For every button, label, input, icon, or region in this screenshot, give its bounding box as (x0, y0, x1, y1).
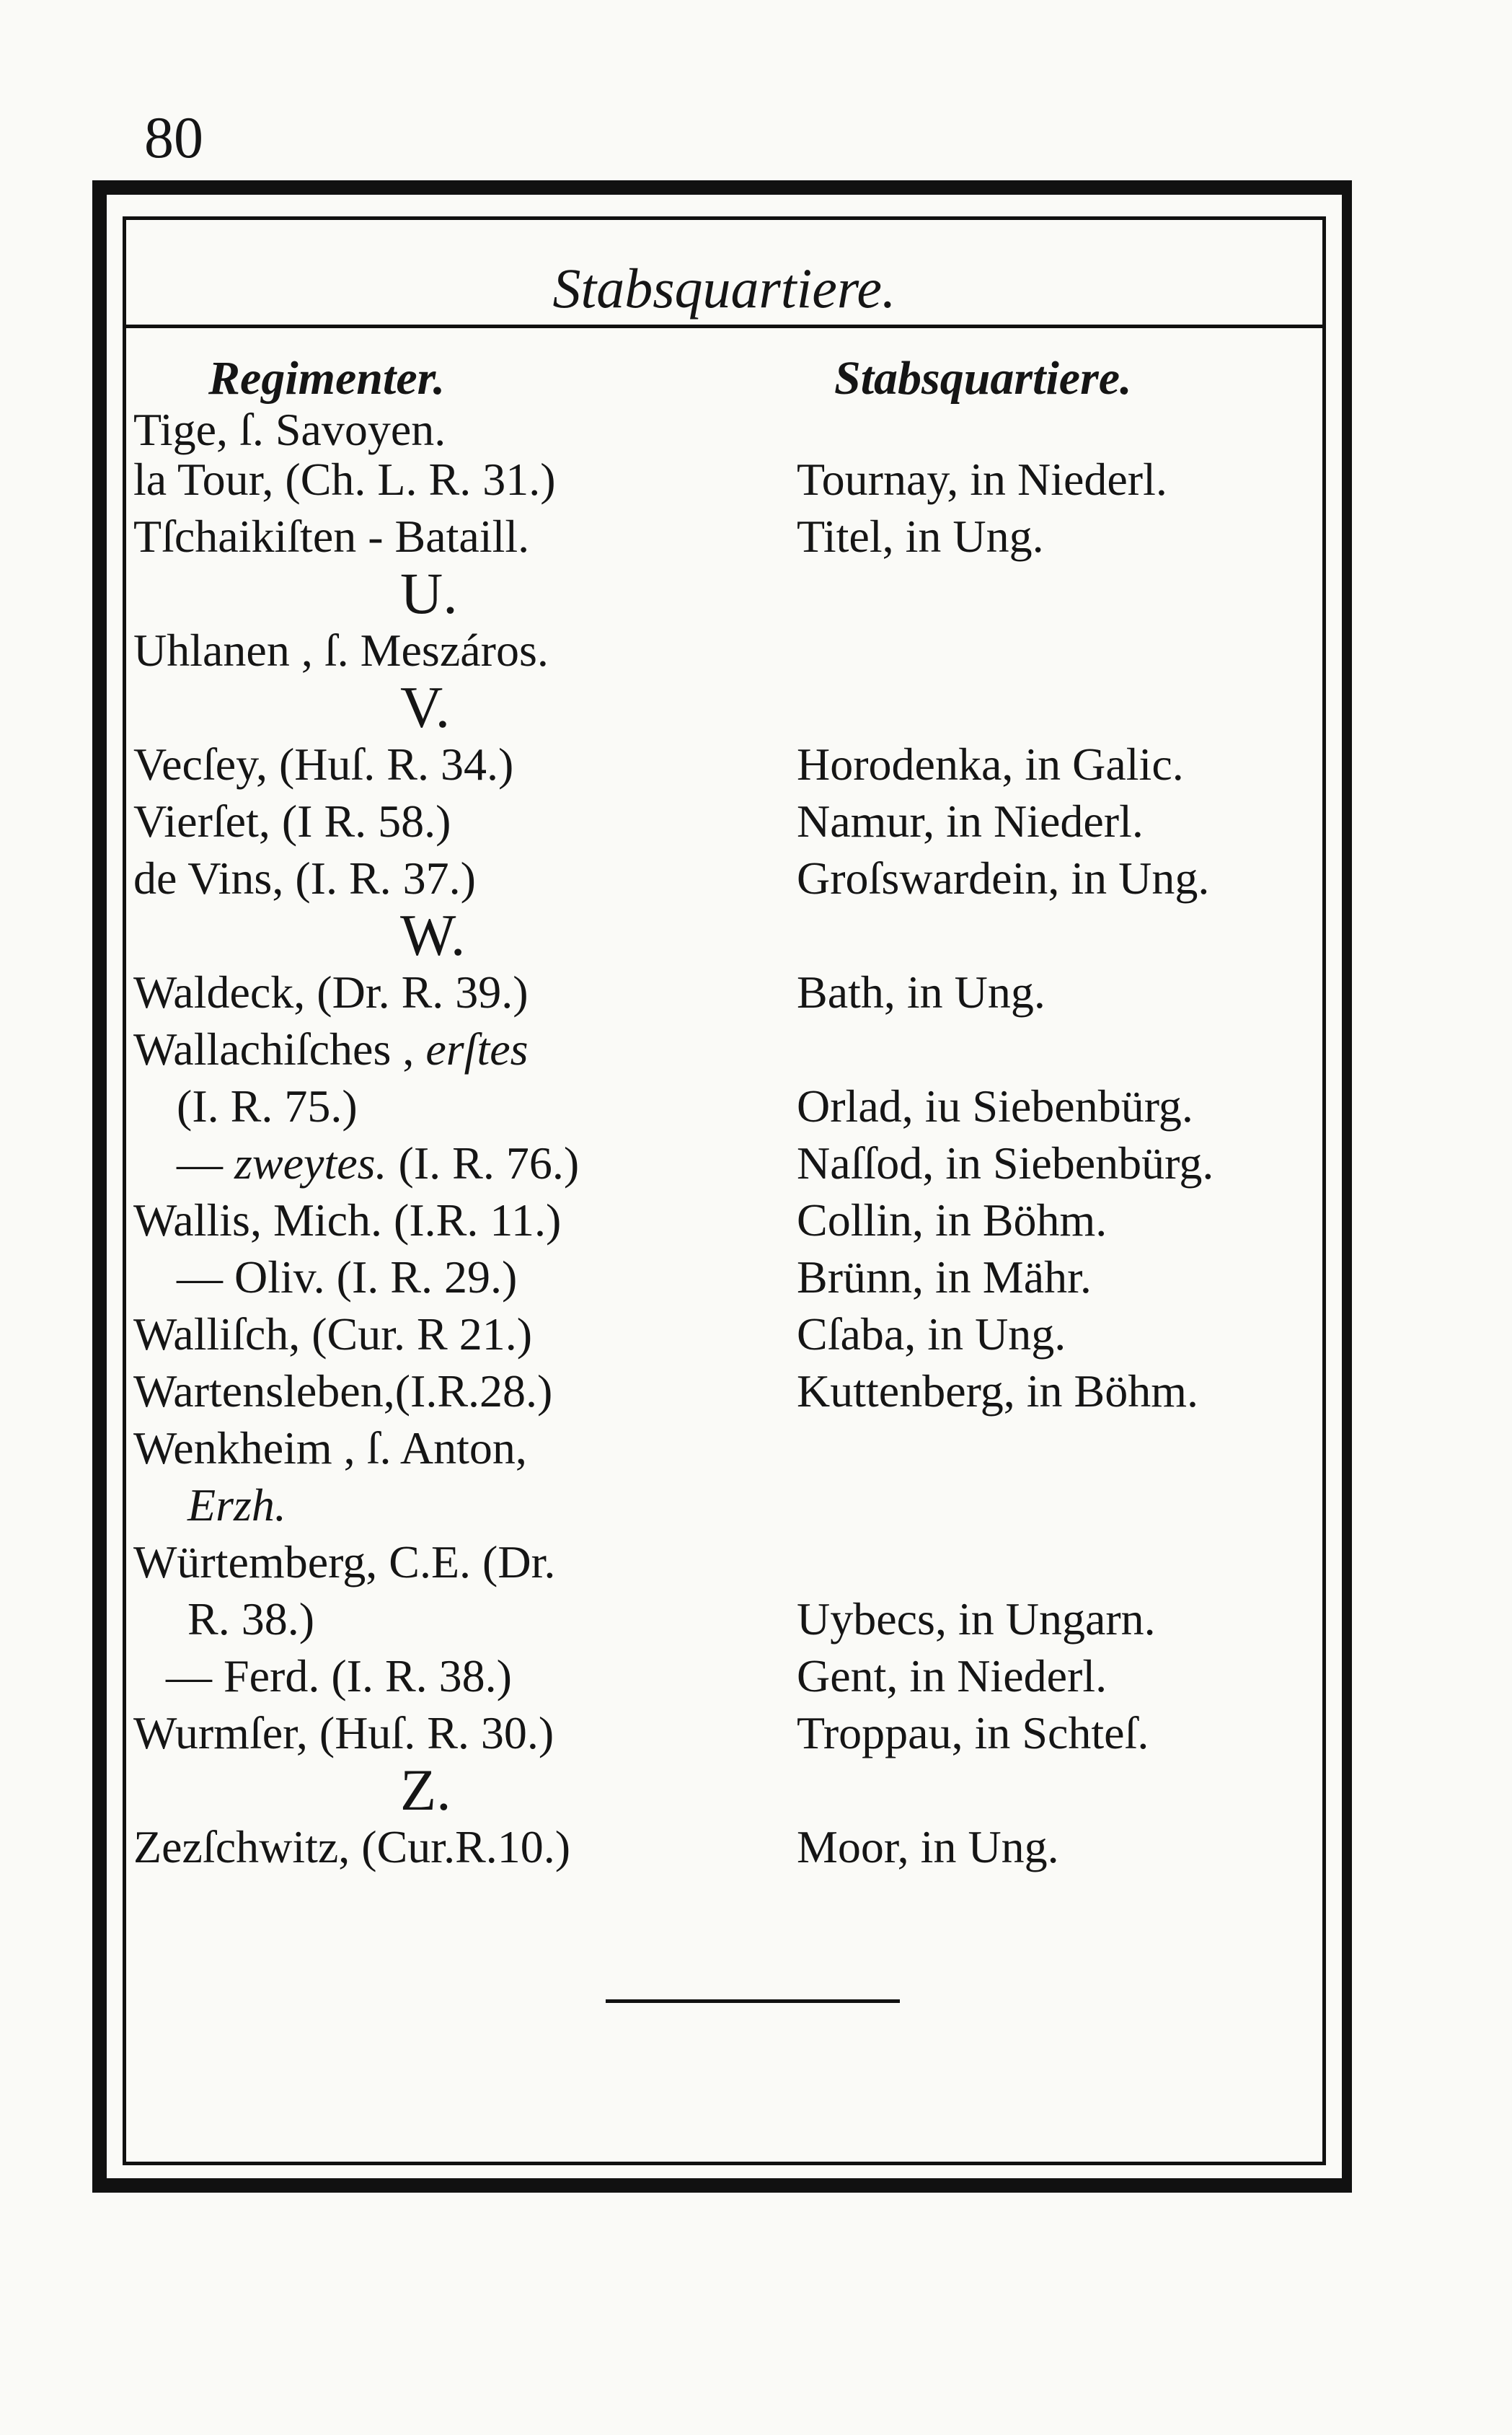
closing-rule (606, 1999, 900, 2003)
regiment-name: la Tour, (Ch. L. R. 31.) (133, 454, 556, 505)
quarter-location: Horodenka, in Galic. (797, 739, 1184, 790)
regiment-name: Vierſet, (I R. 58.) (133, 796, 451, 847)
table-row (126, 1419, 1322, 1476)
section-letter: Z. (400, 1757, 451, 1823)
table-row (126, 622, 1322, 679)
regiment-name: Walliſch, (Cur. R 21.) (133, 1308, 532, 1360)
regiment-title-abbrev: Erzh. (187, 1479, 286, 1531)
table-row (126, 1078, 1322, 1135)
regiment-name: R. 38.) (187, 1593, 314, 1644)
quarter-location: Cſaba, in Ung. (797, 1308, 1066, 1360)
regiment-name: — Oliv. (I. R. 29.) (177, 1251, 518, 1303)
quarter-location: Bath, in Ung. (797, 966, 1045, 1018)
quarter-location: Tournay, in Niederl. (797, 454, 1167, 505)
regiment-name: Tſchaikiſten - Bataill. (133, 511, 530, 562)
table-row (126, 1590, 1322, 1647)
regiment-list (126, 404, 1322, 1875)
section-letter: U. (400, 560, 458, 626)
table-row (126, 1249, 1322, 1305)
regiment-name (133, 1021, 529, 1078)
section-letter-row (126, 1757, 1322, 1823)
table-row (126, 1362, 1322, 1419)
section-letter: V. (400, 674, 451, 740)
regiment-name-text: Wallachiſches , (133, 1023, 415, 1075)
quarter-location: Brünn, in Mähr. (797, 1251, 1092, 1303)
regiment-name: Waldeck, (Dr. R. 39.) (133, 966, 529, 1018)
regimenter-header: Regimenter. (208, 352, 446, 405)
quarter-location: Titel, in Ung. (797, 511, 1044, 562)
regiment-name (177, 1135, 579, 1192)
quarter-location: Uybecs, in Ungarn. (797, 1593, 1156, 1644)
table-row (126, 1647, 1322, 1704)
quarter-location: Naſſod, in Siebenbürg. (797, 1137, 1214, 1189)
table-row (126, 793, 1322, 850)
regiment-name: Würtemberg, C.E. (Dr. (133, 1536, 556, 1588)
regiment-name: Wartensleben,(I.R.28.) (133, 1365, 553, 1417)
regiment-name: — Ferd. (I. R. 38.) (166, 1650, 512, 1701)
regiment-name: Wallis, Mich. (I.R. 11.) (133, 1194, 562, 1246)
quarter-location: Orlad, iu Siebenbürg. (797, 1080, 1193, 1132)
regiment-ordinal: erſtes (425, 1023, 529, 1075)
table-row (126, 1818, 1322, 1875)
regiment-number: (I. R. 76.) (398, 1137, 580, 1189)
outer-border-frame (92, 180, 1352, 2193)
table-row (126, 404, 1322, 455)
regiment-name: Uhlanen , ſ. Meszáros. (133, 625, 549, 676)
table-row (126, 1704, 1322, 1761)
title-divider (126, 325, 1322, 328)
regiment-name: Tige, ſ. Savoyen. (133, 404, 446, 455)
regiment-name: Wurmſer, (Huſ. R. 30.) (133, 1707, 554, 1758)
table-row (126, 1135, 1322, 1192)
section-letter-row (126, 674, 1322, 740)
quarter-location: Namur, in Niederl. (797, 796, 1144, 847)
inner-border-frame (123, 216, 1326, 2165)
regiment-name: Zezſchwitz, (Cur.R.10.) (133, 1821, 571, 1872)
quarter-location: Groſswardein, in Ung. (797, 853, 1210, 904)
regiment-name: de Vins, (I. R. 37.) (133, 853, 476, 904)
page-title: Stabsquartiere. (552, 257, 896, 320)
stabsquartiere-header: Stabsquartiere. (834, 352, 1132, 405)
regiment-name (187, 1476, 286, 1533)
regiment-ordinal: zweytes. (234, 1137, 387, 1189)
quarter-location: Collin, in Böhm. (797, 1194, 1108, 1246)
page-number: 80 (144, 105, 203, 170)
table-row (126, 508, 1322, 565)
table-row (126, 964, 1322, 1021)
table-row (126, 1021, 1322, 1078)
section-letter: W. (400, 902, 466, 968)
regiment-name: Wenkheim , ſ. Anton, (133, 1422, 527, 1474)
quarter-location: Moor, in Ung. (797, 1821, 1059, 1872)
table-row (126, 850, 1322, 907)
table-row (126, 1533, 1322, 1590)
table-row (126, 1476, 1322, 1533)
section-letter-row (126, 560, 1322, 626)
section-letter-row (126, 902, 1322, 968)
quarter-location: Kuttenberg, in Böhm. (797, 1365, 1198, 1417)
regiment-name: (I. R. 75.) (177, 1080, 358, 1132)
table-row (126, 1192, 1322, 1249)
table-row (126, 1305, 1322, 1362)
table-row (126, 451, 1322, 508)
quarter-location: Gent, in Niederl. (797, 1650, 1108, 1701)
dash-mark: — (177, 1137, 223, 1189)
table-row (126, 736, 1322, 793)
regiment-name: Vecſey, (Huſ. R. 34.) (133, 739, 514, 790)
quarter-location: Troppau, in Schteſ. (797, 1707, 1149, 1758)
